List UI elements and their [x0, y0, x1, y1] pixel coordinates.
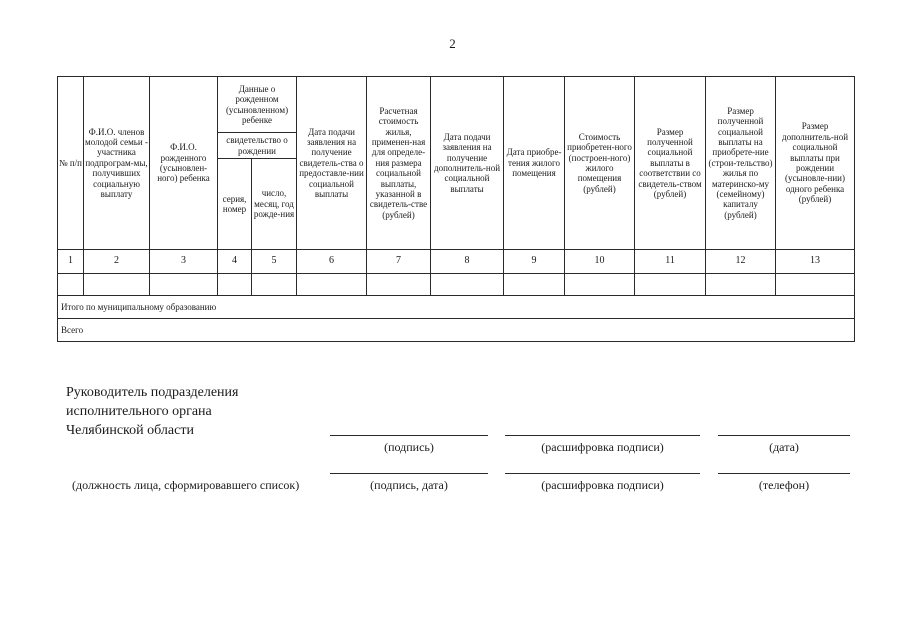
column-number: 13 — [776, 250, 855, 274]
municipal-total-row — [58, 296, 855, 319]
column-number: 7 — [367, 250, 431, 274]
header-child-data-group: Данные о рожденном (усыновленном) ребенке — [218, 77, 297, 133]
grand-total-label: Всего — [58, 319, 855, 342]
column-number: 12 — [706, 250, 776, 274]
header-housing-cost: Стоимость приобретен-ного (построен-ного) жилого помещения (рублей) — [565, 77, 635, 250]
header-certificate-application-date: Дата подачи заявления на получение свидетель-ства о предоставле-нии социальной выплаты — [297, 77, 367, 250]
recipients-table — [57, 76, 855, 342]
column-number: 8 — [431, 250, 504, 274]
signature-decoding-line — [505, 435, 700, 436]
head-title — [66, 383, 238, 440]
header-received-payment: Размер полученной социальной выплаты в соответствии со свидетель-ством (рублей) — [635, 77, 706, 250]
signature-label: (подпись) — [384, 440, 434, 454]
page-number: 2 — [449, 36, 456, 51]
header-maternity-capital-payment: Размер полученной социальной выплаты на приобрете-ние (строи-тельство) жилья по материнско-му (семейному) капиталу (рублей) — [706, 77, 776, 250]
header-additional-application-date: Дата подачи заявления на получение дополнитель-ной социальной выплаты — [431, 77, 504, 250]
signature-line — [330, 435, 488, 436]
compiler-position-label: (должность лица, сформировавшего список) — [72, 478, 300, 492]
column-number: 11 — [635, 250, 706, 274]
signature-decoding-label: (расшифровка подписи) — [541, 440, 664, 454]
head-title-line: Челябинской области — [66, 423, 194, 438]
phone-line — [718, 473, 850, 474]
column-number: 5 — [252, 250, 297, 274]
column-numbers-row — [58, 250, 855, 274]
header-estimated-housing-cost: Расчетная стоимость жилья, применен-ная для определе-ния размера социальной выплаты, указанной в свидетель-стве (рублей) — [367, 77, 431, 250]
column-number: 2 — [84, 250, 150, 274]
header-row-1 — [58, 77, 855, 133]
phone-label: (телефон) — [758, 478, 810, 492]
column-number: 10 — [565, 250, 635, 274]
column-number: 1 — [58, 250, 84, 274]
header-child-name: Ф.И.О. рожденного (усыновлен-ного) ребенка — [150, 77, 218, 250]
head-title-line: исполнительного органа — [66, 404, 212, 419]
header-additional-payment: Размер дополнитель-ной социальной выплаты при рождении (усыновле-нии) одного ребенка (рублей) — [776, 77, 855, 250]
column-number: 9 — [504, 250, 565, 274]
header-birth-date: число, месяц, год рожде-ния — [252, 159, 297, 250]
column-number: 6 — [297, 250, 367, 274]
date-line — [718, 435, 850, 436]
signature-date-line — [330, 473, 488, 474]
signature-date-label: (подпись, дата) — [370, 478, 448, 492]
grand-total-row — [58, 319, 855, 342]
column-number: 4 — [218, 250, 252, 274]
header-row-number: № п/п — [58, 77, 84, 250]
header-family-members: Ф.И.О. членов молодой семьи - участника подпрограм-мы, получивших социальную выплату — [84, 77, 150, 250]
signature-decoding-label: (расшифровка подписи) — [541, 478, 664, 492]
header-purchase-date: Дата приобре-тения жилого помещения — [504, 77, 565, 250]
header-birth-certificate-group: свидетельство о рождении — [218, 133, 297, 159]
signature-decoding-line — [505, 473, 700, 474]
date-label: (дата) — [769, 440, 799, 454]
empty-data-row — [58, 274, 855, 296]
column-number: 3 — [150, 250, 218, 274]
municipal-total-label: Итого по муниципальному образованию — [58, 296, 855, 319]
header-series-number: серия, номер — [218, 159, 252, 250]
head-title-line: Руководитель подразделения — [66, 385, 239, 400]
